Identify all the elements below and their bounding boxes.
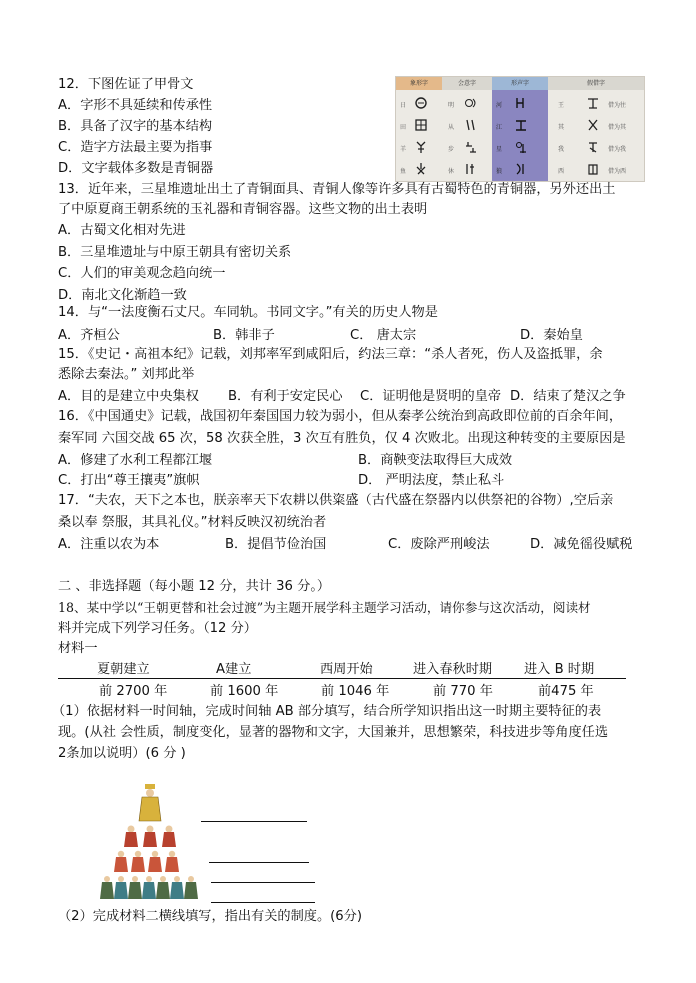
char-label: 其 xyxy=(558,124,565,131)
char-label: 西 xyxy=(558,168,565,175)
q13-option-d: D．南北文化渐趋一致 xyxy=(58,288,187,303)
oracle-glyph xyxy=(586,118,600,132)
oracle-glyph xyxy=(464,118,478,132)
sub-question-1-line3: 2条加以说明）(6 分 ) xyxy=(58,746,186,761)
oracle-glyph xyxy=(586,162,600,176)
q16-option-b: B．商鞅变法取得巨大成效 xyxy=(358,453,513,468)
timeline-event: 夏朝建立 xyxy=(97,662,150,677)
q12-option-c: C．造字方法最主要为指事 xyxy=(58,140,213,155)
table-row xyxy=(396,95,644,115)
q15-option-d: D．结束了楚汉之争 xyxy=(510,389,626,404)
oracle-glyph xyxy=(414,140,428,154)
timeline-event: A建立 xyxy=(216,662,252,677)
answer-blank[interactable] xyxy=(209,862,309,863)
timeline-year: 前 2700 年 xyxy=(99,684,168,699)
q12-option-b: B．具备了汉字的基本结构 xyxy=(58,119,213,134)
timeline-axis xyxy=(58,678,626,679)
q16-option-a: A．修建了水利工程都江堰 xyxy=(58,453,213,468)
table-header: 象形字 xyxy=(396,77,442,90)
timeline-year: 前 770 年 xyxy=(433,684,493,699)
q14-option-d: D．秦始皇 xyxy=(520,328,583,343)
table-header: 假借字 xyxy=(548,77,644,90)
oracle-glyph xyxy=(586,140,600,154)
q17-option-a: A．注重以农为本 xyxy=(58,537,160,552)
q16-option-c: C．打出“尊王攘夷”旗帜 xyxy=(58,473,200,488)
q13-stem-line1: 13．近年来，三星堆遗址出土了青铜面具、青铜人像等许多具有古蜀特色的青铜器，另外还出土 xyxy=(58,182,616,197)
oracle-glyph xyxy=(514,140,528,154)
answer-blank[interactable] xyxy=(211,882,315,883)
scholars-figures xyxy=(100,876,198,899)
char-label: 江 xyxy=(496,124,503,131)
king-figure xyxy=(139,784,161,821)
q15-option-a: A．目的是建立中央集权 xyxy=(58,389,199,404)
oracle-glyph xyxy=(514,96,528,110)
oracle-glyph xyxy=(464,162,478,176)
char-label: 步 xyxy=(448,146,455,153)
table-row xyxy=(396,161,644,181)
oracle-glyph xyxy=(464,140,478,154)
q15-stem-line2: 悉除去秦法。” 刘邦此举 xyxy=(58,367,195,382)
char-label: 王 xyxy=(558,102,565,109)
timeline-year: 前 1600 年 xyxy=(210,684,279,699)
char-label: 羊 xyxy=(400,146,407,153)
char-label: 狼 xyxy=(496,168,503,175)
q13-option-c: C．人们的审美观念趋向统一 xyxy=(58,266,226,281)
oracle-glyph xyxy=(464,96,478,110)
q16-option-d: D． 严明法度，禁止私斗 xyxy=(358,473,505,488)
q16-stem-line2: 秦军同 六国交战 65 次，58 次获全胜，3 次互有胜负，仅 4 次败北。出现这种转变的主要原因是 xyxy=(58,431,626,446)
q14-option-c: C． 唐太宗 xyxy=(350,328,417,343)
q15-stem-line1: 15．《史记・高祖本纪》记载，刘邦率军到咸阳后，约法三章：“杀人者死，伤人及盗抵罪，余 xyxy=(58,347,603,362)
answer-blank[interactable] xyxy=(201,821,307,822)
section-title: 二 、非选择题（每小题 12 分，共计 36 分。） xyxy=(58,579,331,594)
q17-option-c: C．废除严刑峻法 xyxy=(388,537,490,552)
oracle-glyph xyxy=(586,96,600,110)
table-header: 形声字 xyxy=(492,77,548,90)
timeline-event: 进入春秋时期 xyxy=(413,662,493,677)
q15-option-c: C．证明他是贤明的皇帝 xyxy=(360,389,502,404)
nobles-figures xyxy=(124,826,176,848)
timeline-event: 西周开始 xyxy=(320,662,373,677)
q14-option-b: B．韩非子 xyxy=(213,328,275,343)
timeline-event: 进入 B 时期 xyxy=(524,662,595,677)
ministers-figures xyxy=(114,851,179,872)
table-row xyxy=(396,139,644,159)
oracle-glyph xyxy=(414,96,428,110)
char-label: 从 xyxy=(448,124,455,131)
q12-option-d: D．文字载体多数是青铜器 xyxy=(58,161,214,176)
oracle-glyph xyxy=(414,162,428,176)
char-label: 田 xyxy=(400,124,407,131)
table-header: 会意字 xyxy=(442,77,492,90)
q18-stem-line2: 料并完成下列学习任务。（12 分） xyxy=(58,621,257,636)
char-label: 明 xyxy=(448,102,455,109)
oracle-glyph xyxy=(514,162,528,176)
q14-option-a: A．齐桓公 xyxy=(58,328,120,343)
q17-stem-line2: 桑以奉 祭服，其具礼仪。”材料反映汉初统治者 xyxy=(58,515,327,530)
q13-stem-line2: 了中原夏商王朝系统的玉礼器和青铜容器。这些文物的出土表明 xyxy=(58,202,428,217)
q15-option-b: B．有利于安定民心 xyxy=(228,389,343,404)
char-label: 休 xyxy=(448,168,455,175)
char-label: 我 xyxy=(558,146,565,153)
char-note: 借为西 xyxy=(608,168,627,175)
char-label: 日 xyxy=(400,102,407,109)
sub-question-1-line2: 现。(从社 会性质，制度变化，显著的器物和文字，大国兼并，思想繁荣，科技进步等角度任选 xyxy=(58,725,609,740)
q14-stem: 14．与“一法度衡石丈尺。车同轨。书同文字。”有关的历史人物是 xyxy=(58,305,438,320)
oracle-bone-figure xyxy=(395,76,645,182)
q12-option-a: A．字形不具延续和传承性 xyxy=(58,98,213,113)
char-note: 借为其 xyxy=(608,124,627,131)
timeline-year: 前 1046 年 xyxy=(321,684,390,699)
q17-stem-line1: 17．“夫农，天下之本也，朕亲率天下农耕以供粢盛（古代盛在祭器内以供祭祀的谷物）,空后亲 xyxy=(58,493,614,508)
q13-option-b: B．三星堆遗址与中原王朝具有密切关系 xyxy=(58,245,292,260)
char-label: 星 xyxy=(496,146,503,153)
hierarchy-pyramid-illustration xyxy=(95,782,205,907)
char-label: 鱼 xyxy=(400,168,407,175)
sub-question-2: （2）完成材料二横线填写，指出有关的制度。(6分) xyxy=(58,909,363,924)
q13-option-a: A．古蜀文化相对先进 xyxy=(58,223,186,238)
q17-option-d: D．减免徭役赋税 xyxy=(530,537,633,552)
q12-stem: 12．下图佐证了甲骨文 xyxy=(58,77,194,92)
table-row xyxy=(396,117,644,137)
char-note: 借为我 xyxy=(608,146,627,153)
timeline-year: 前475 年 xyxy=(538,684,594,699)
q18-stem-line1: 18、某中学以“王朝更替和社会过渡”为主题开展学科主题学习活动，请你参与这次活动，阅读材 xyxy=(58,600,591,615)
q16-stem-line1: 16．《中国通史》记载，战国初年秦国国力较为弱小，但从秦孝公统治到高政即位前的百余年间， xyxy=(58,409,623,424)
oracle-glyph xyxy=(514,118,528,132)
q17-option-b: B．提倡节俭治国 xyxy=(225,537,327,552)
oracle-glyph xyxy=(414,118,428,132)
sub-question-1-line1: （1）依据材料一时间轴，完成时间轴 AB 部分填写，结合所学知识指出这一时期主要特征的表 xyxy=(52,704,602,719)
char-label: 河 xyxy=(496,102,503,109)
answer-blank[interactable] xyxy=(211,902,315,903)
char-note: 借为往 xyxy=(608,102,627,109)
material-one-label: 材料一 xyxy=(58,641,98,656)
